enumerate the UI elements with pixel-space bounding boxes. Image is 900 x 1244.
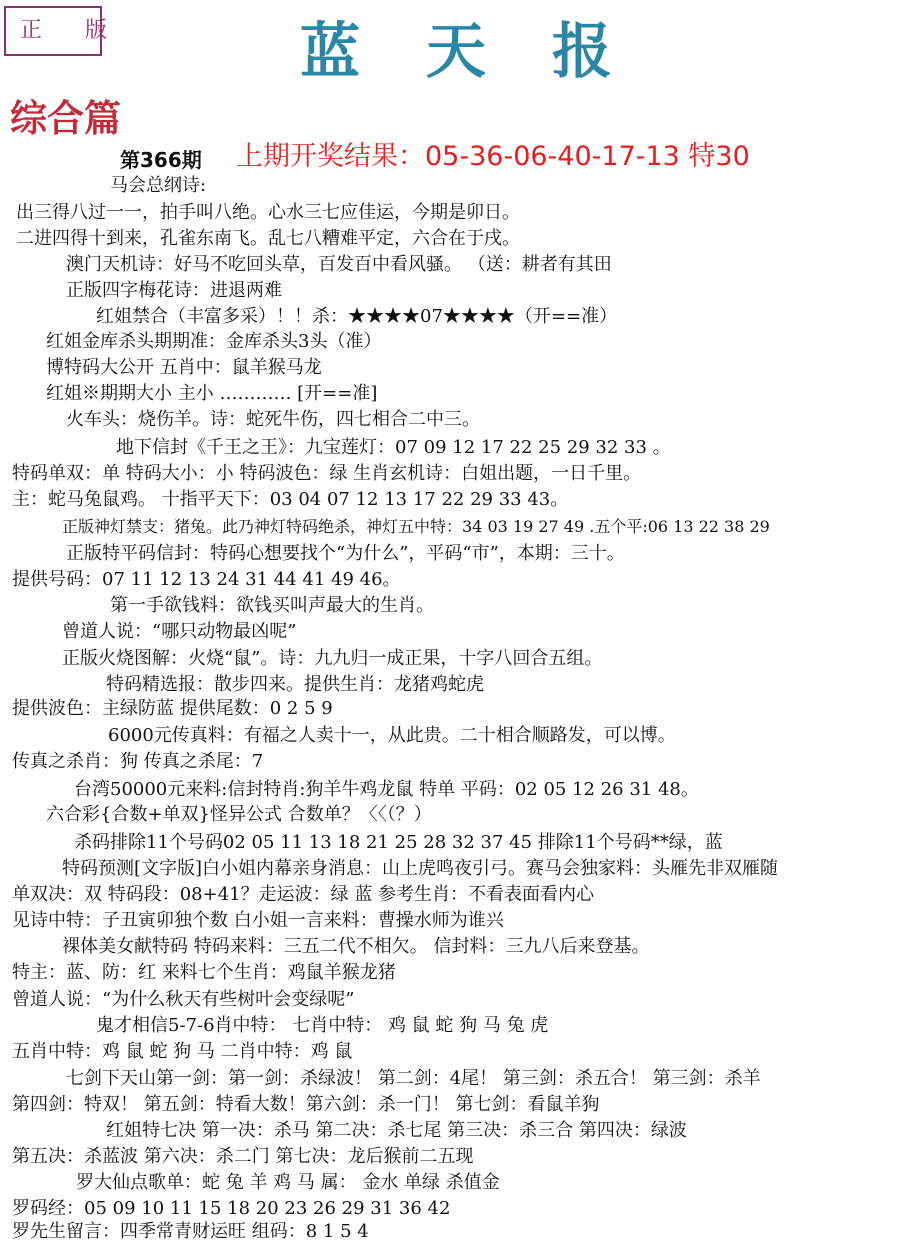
text-line: 第四剑：特双！ 第五剑：特看大数！第六剑：杀一门！ 第七剑：看鼠羊狗: [12, 1094, 600, 1115]
text-line: 二进四得十到来，孔雀东南飞。乱七八糟难平定，六合在于戌。: [16, 228, 520, 249]
text-line: 单双决：双 特码段：08+41？走运波：绿 蓝 参考生肖：不看表面看内心: [12, 884, 595, 905]
text-line: 正版特平码信封：特码心想要找个“为什么”，平码“市”，本期：三十。: [66, 543, 625, 564]
last-draw-result: 上期开奖结果：05-36-06-40-17-13 特30: [236, 141, 750, 172]
text-line: 红姐特七决 第一决：杀马 第二决：杀七尾 第三决：杀三合 第四决：绿波: [106, 1120, 687, 1141]
text-line: 传真之杀肖：狗 传真之杀尾：7: [12, 751, 264, 772]
text-line: 特主：蓝、防：红 来料七个生肖：鸡鼠羊猴龙猪: [12, 962, 396, 983]
issue-number: 第366期: [120, 148, 202, 172]
text-line: 正版四字梅花诗：进退两难: [66, 280, 282, 301]
text-line: 特码精选报：散步四来。提供生肖：龙猪鸡蛇虎: [106, 674, 484, 695]
text-line: 台湾50000元来料:信封特肖:狗羊牛鸡龙鼠 特单 平码：02 05 12 26 31 48。: [74, 779, 699, 800]
text-line: 主：蛇马兔鼠鸡。 十指平天下：03 04 07 12 13 17 22 29 33 43。: [12, 489, 569, 510]
text-line: 裸体美女献特码 特码来料：三五二代不相欠。 信封料：三九八后来登基。: [62, 936, 650, 957]
text-line: 正版火烧图解：火烧“鼠”。诗：九九归一成正果，十字八回合五组。: [62, 648, 603, 669]
text-line: 见诗中特：子丑寅卯独个数 白小姐一言来料：曹操水师为谁兴: [12, 910, 504, 931]
text-line: 地下信封《千王之王》：九宝莲灯：07 09 12 17 22 25 29 32 33 。: [116, 437, 671, 458]
text-line: 第五决：杀蓝波 第六决：杀二门 第七决：龙后猴前二五现: [12, 1146, 474, 1167]
text-line: 曾道人说：“为什么秋天有些树叶会变绿呢”: [12, 989, 355, 1010]
text-line: 火车头：烧伤羊。诗：蛇死牛伤，四七相合二中三。: [66, 409, 480, 430]
genuine-edition-stamp: 正 版: [4, 6, 102, 56]
text-line: 罗先生留言：四季常青财运旺 组码：8 1 5 4: [12, 1221, 369, 1242]
text-line: 提供波色：主绿防蓝 提供尾数：0 2 5 9: [12, 698, 333, 719]
text-line: 六合彩{合数+单双}怪异公式 合数单？〈〈（？）: [46, 804, 432, 825]
text-line: 特码单双：单 特码大小：小 特码波色：绿 生肖玄机诗：白姐出题，一日千里。: [12, 463, 642, 484]
text-line: 罗大仙点歌单：蛇 兔 羊 鸡 马 属： 金水 单绿 杀值金: [76, 1172, 500, 1193]
text-line: 6000元传真料：有福之人卖十一，从此贵。二十相合顺路发，可以博。: [108, 725, 676, 746]
text-line: 红姐金库杀头期期准：金库杀头3头（准）: [46, 331, 382, 352]
text-line: 正版神灯禁支：猪兔。此乃神灯特码绝杀，神灯五中特：34 03 19 27 49 .五个平:06 13 22 38 29: [62, 517, 770, 536]
text-line: 博特码大公开 五肖中：鼠羊猴马龙: [46, 357, 322, 378]
text-line: 曾道人说：“哪只动物最凶呢”: [62, 621, 297, 642]
text-line: 出三得八过一一，拍手叫八绝。心水三七应佳运，今期是卯日。: [16, 202, 520, 223]
text-line: 罗码经：05 09 10 11 15 18 20 23 26 29 31 36 42: [12, 1198, 451, 1219]
text-line: 特码预测[文字版]白小姐内幕亲身消息：山上虎鸣夜引弓。赛马会独家料：头雁先非双雁随: [62, 858, 779, 879]
section-title: 综合篇: [10, 96, 121, 140]
newspaper-masthead: 蓝天报: [300, 17, 678, 87]
text-line: 鬼才相信5-7-6肖中特： 七肖中特： 鸡 鼠 蛇 狗 马 兔 虎: [96, 1015, 549, 1036]
text-line: 第一手欲钱料：欲钱买叫声最大的生肖。: [110, 595, 434, 616]
text-line: 五肖中特：鸡 鼠 蛇 狗 马 二肖中特：鸡 鼠: [12, 1041, 353, 1062]
text-line: 提供号码：07 11 12 13 24 31 44 41 49 46。: [12, 569, 401, 590]
text-line: 马会总纲诗:: [110, 175, 207, 196]
text-line: 红姐禁合（丰富多采）！！杀：★★★★07★★★★（开==准）: [96, 306, 618, 327]
text-line: 澳门天机诗：好马不吃回头草，百发百中看风骚。 （送：耕者有其田: [66, 254, 612, 275]
text-line: 红姐※期期大小 主小 ………… [开==准]: [46, 383, 378, 404]
text-line: 七剑下天山第一剑：第一剑：杀绿波！ 第二剑：4尾！ 第三剑：杀五合！ 第三剑：杀羊: [66, 1068, 761, 1089]
text-line: 杀码排除11个号码02 05 11 13 18 21 25 28 32 37 45 排除11个号码**绿，蓝: [74, 832, 723, 853]
